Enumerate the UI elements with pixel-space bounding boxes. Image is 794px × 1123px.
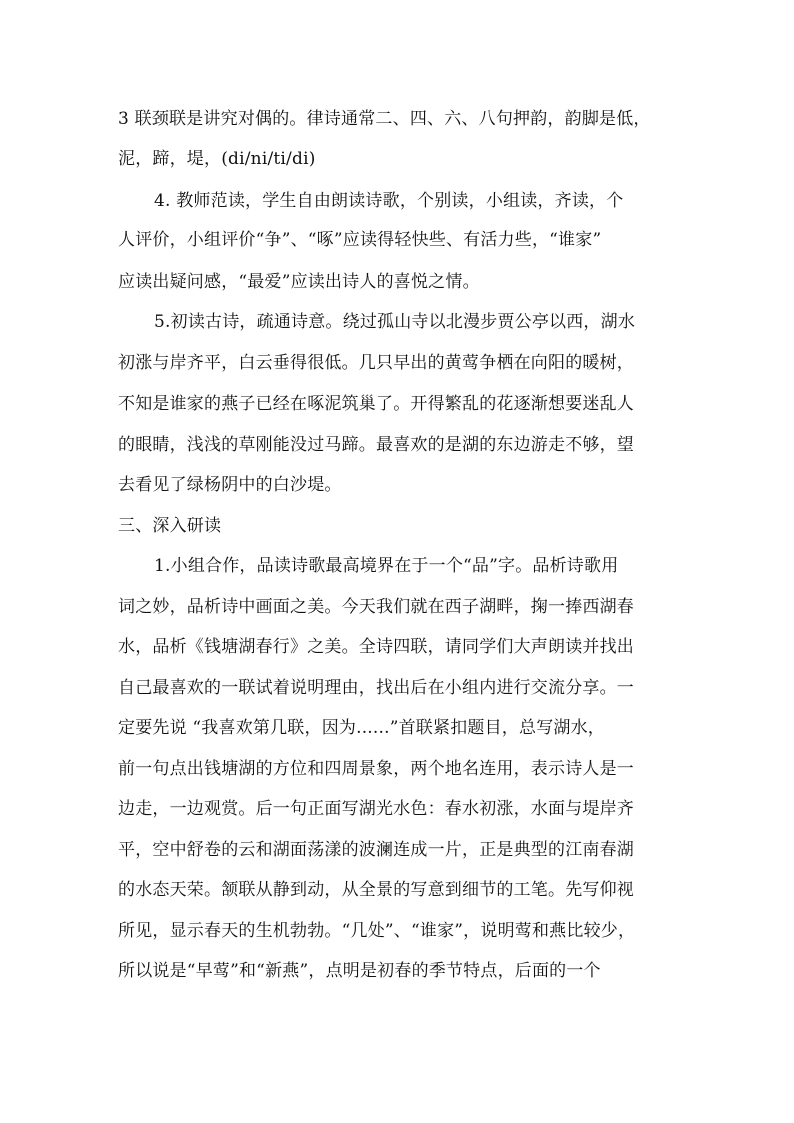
line-text: 定要先说 “我喜欢第几联，因为......”首联紧扣题目，总写湖水， [118,718,606,738]
line-text: 应读出疑问感，“最爱”应读出诗人的喜悦之情。 [118,272,480,292]
line-text: 去看见了绿杨阴中的白沙堤。 [118,475,342,495]
line-text: 边走，一边观赏。后一句正面写湖光水色：春水初涨，水面与堤岸齐 [118,799,634,819]
line-text: 所见，显示春天的生机勃勃。“几处”、“谁家”，说明莺和燕比较少， [118,921,636,941]
line-text: 4. 教师范读，学生自由朗读诗歌，个别读，小组读，齐读，个 [154,191,624,211]
line-text: 水，品析《钱塘湖春行》之美。全诗四联，请同学们大声朗读并找出 [118,637,634,657]
line-text: 所以说是“早莺”和“新燕”，点明是初春的季节特点，后面的一个 [118,961,601,981]
line-text: 的眼睛，浅浅的草刚能没过马蹄。最喜欢的是湖的东边游走不够，望 [118,435,634,455]
line-text: 不知是谁家的燕子已经在啄泥筑巢了。开得繁乱的花逐渐想要迷乱人 [118,394,634,414]
line-text: 1.小组合作，品读诗歌最高境界在于一个“品”字。品析诗歌用 [154,556,619,576]
line-text: 自己最喜欢的一联试着说明理由，找出后在小组内进行交流分享。一 [118,678,634,698]
line-text: 前一句点出钱塘湖的方位和四周景象，两个地名连用，表示诗人是一 [118,759,634,779]
line-text: 平，空中舒卷的云和湖面荡漾的波澜连成一片，正是典型的江南春湖 [118,840,634,860]
heading-text: 三、深入研读 [118,516,222,536]
line-text: 初涨与岸齐平，白云垂得很低。几只早出的黄莺争栖在向阳的暖树， [118,353,634,373]
line-text: 泥，蹄，堤，(di/ni/ti/di) [118,149,316,169]
line-text: 人评价，小组评价“争”、“啄”应读得轻快些、有活力些，“谁家” [118,230,602,250]
line-text: 5.初读古诗，疏通诗意。绕过孤山寺以北漫步贾公亭以西，湖水 [154,312,636,332]
line-text: 的水态天荣。颔联从静到动，从全景的写意到细节的工笔。先写仰视 [118,880,634,900]
line-text: 3 联颈联是讲究对偶的。律诗通常二、四、六、八句押韵，韵脚是低， [118,109,651,129]
line-text: 词之妙，品析诗中画面之美。今天我们就在西子湖畔，掬一捧西湖春 [118,597,634,617]
